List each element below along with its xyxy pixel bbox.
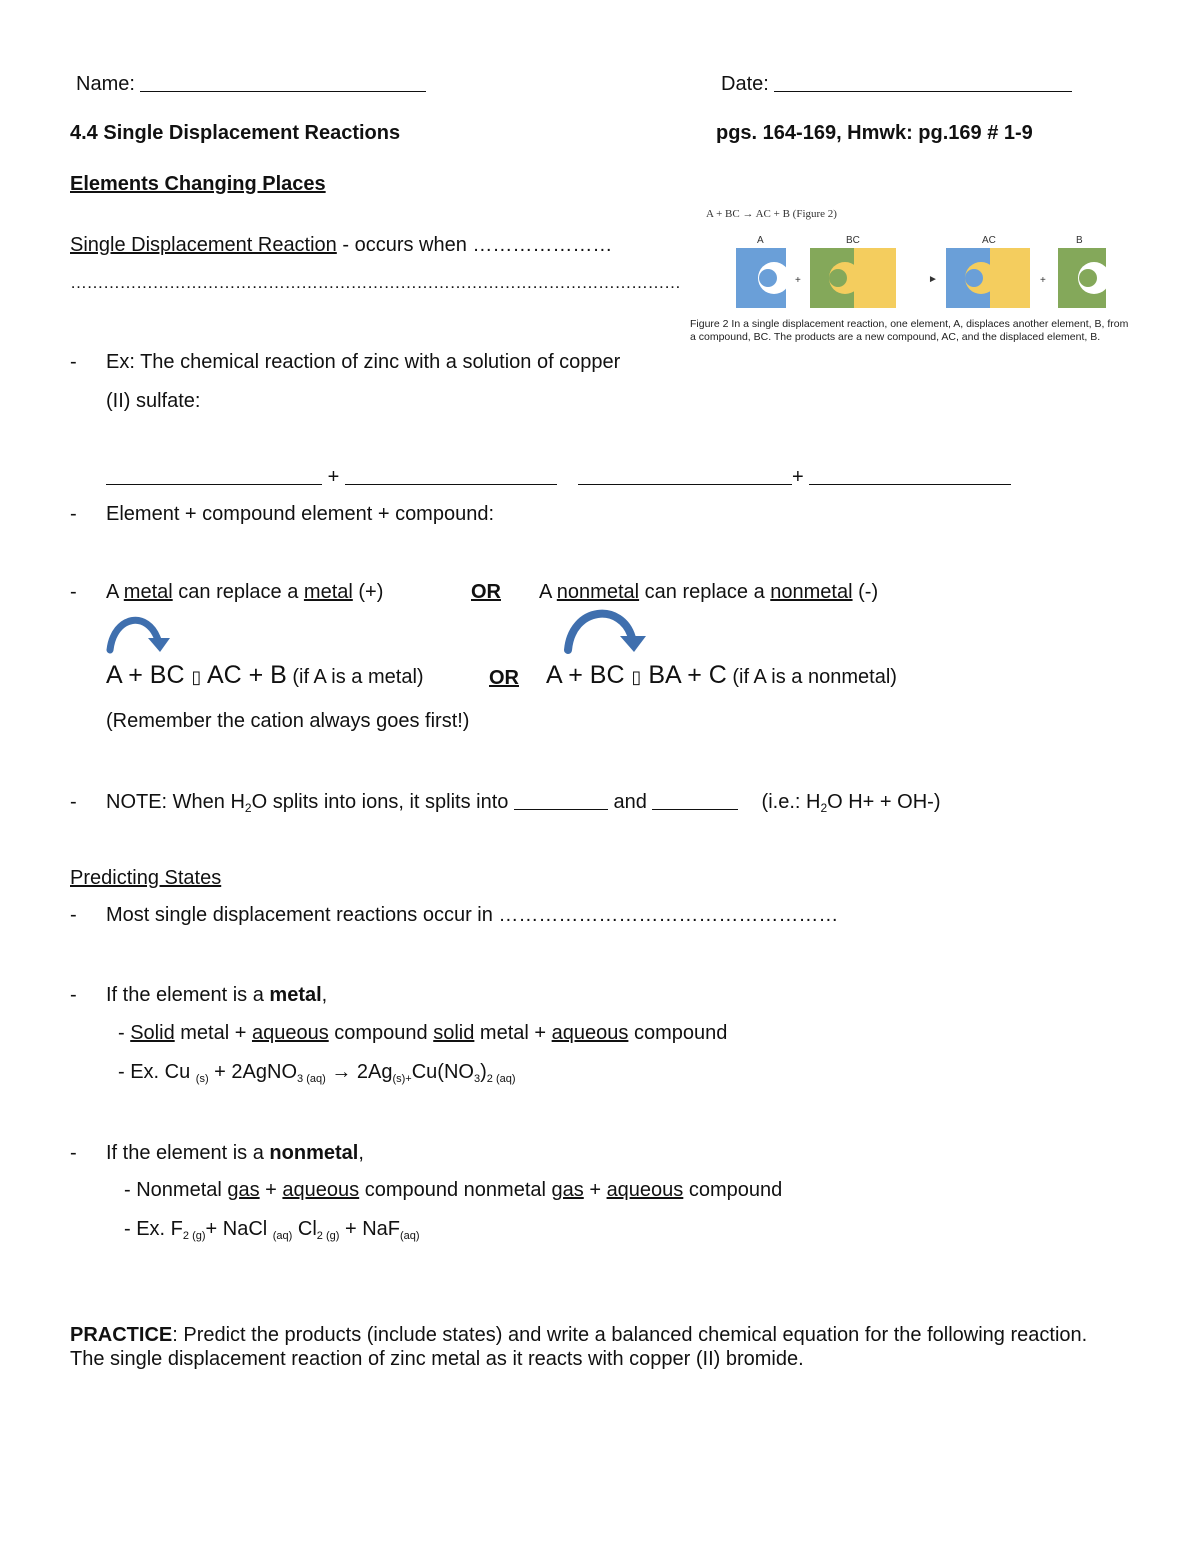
section-heading: Elements Changing Places bbox=[70, 173, 326, 195]
reactant-blank-2[interactable] bbox=[345, 466, 557, 485]
ion-blank-1[interactable] bbox=[514, 791, 608, 810]
fig-arrow-icon: ► bbox=[928, 274, 938, 285]
dash-6: - bbox=[70, 984, 77, 1006]
name-label: Name: bbox=[76, 73, 135, 95]
dash-1: - bbox=[70, 351, 77, 373]
example-line-1: Ex: The chemical reaction of zinc with a solution of copper bbox=[106, 351, 621, 373]
piece-B-icon bbox=[1058, 248, 1110, 308]
missing-glyph-box-icon: ▯ bbox=[191, 667, 202, 687]
puzzle-diagram bbox=[690, 208, 1130, 318]
nonmetal-example: - Ex. $F_{2 (g)}+$ NaCl $_{(aq)}$ $Cl_2$ $_{(g)}$ + NaF$_{(aq)}$ bbox=[124, 1218, 420, 1242]
label-AC: AC bbox=[982, 235, 996, 246]
nonmetal-rule: - Nonmetal gas + aqueous compound nonmetal gas + aqueous compound bbox=[124, 1179, 783, 1201]
remember-note: (Remember the cation always goes first!) bbox=[106, 710, 470, 732]
date-blank[interactable] bbox=[774, 73, 1072, 92]
reactant-blank-1[interactable] bbox=[106, 466, 322, 485]
dash-5: - bbox=[70, 904, 77, 926]
metal-word-1: metal bbox=[123, 581, 173, 603]
figure-2 bbox=[690, 208, 1130, 348]
dash-2: - bbox=[70, 503, 77, 525]
name-blank[interactable] bbox=[140, 73, 426, 92]
definition-dots: ………………………………………………………………………………………………… bbox=[70, 273, 681, 292]
plus-2: + bbox=[791, 466, 804, 488]
states-most: Most single displacement reactions occur in …………………………………………… bbox=[106, 904, 839, 926]
blank-equation[interactable] bbox=[106, 465, 1011, 489]
nonmetal-bold: nonmetal bbox=[269, 1142, 359, 1164]
term-single-displacement: Single Displacement Reaction bbox=[70, 234, 337, 256]
dash-3: - bbox=[70, 581, 77, 603]
nonmetal-intro: If the element is a nonmetal, bbox=[106, 1142, 364, 1164]
page-title: 4.4 Single Displacement Reactions bbox=[70, 122, 401, 144]
or-label-2: OR bbox=[489, 667, 519, 689]
label-B: B bbox=[1076, 235, 1083, 246]
water-note: NOTE: When $H_2O$ splits into ions, it splits into and (i.e.: $H_2O$ H+ + OH-) bbox=[106, 791, 941, 815]
date-field[interactable] bbox=[721, 72, 1072, 96]
or-label-1: OR bbox=[471, 581, 501, 603]
plus-1: + bbox=[327, 466, 340, 488]
states-heading: Predicting States bbox=[70, 867, 222, 889]
figure-equation: A + BC → AC + B (Figure 2) bbox=[706, 208, 837, 220]
metal-replace-line: A metal can replace a metal (+) bbox=[106, 581, 384, 603]
general-equation: Element + compound element + compound: bbox=[106, 503, 495, 525]
fig-plus-1: + bbox=[795, 275, 801, 286]
example-line-2: (II) sulfate: bbox=[106, 390, 201, 412]
piece-AC-icon bbox=[946, 248, 1030, 308]
practice-text: : Predict the products (include states) and write a balanced chemical equation for the following reaction. The single displacement reaction of zinc metal as it reacts with copper (II) bromide. bbox=[70, 1324, 1088, 1370]
nonmetal-word-2: nonmetal bbox=[770, 581, 853, 603]
dash-7: - bbox=[70, 1142, 77, 1164]
practice-paragraph bbox=[70, 1323, 1090, 1371]
product-blank-2[interactable] bbox=[809, 466, 1011, 485]
dash-4: - bbox=[70, 791, 77, 813]
ion-blank-2[interactable] bbox=[652, 791, 738, 810]
metal-intro: If the element is a metal, bbox=[106, 984, 328, 1006]
metal-rule: - Solid metal + aqueous compound solid metal + aqueous compound bbox=[118, 1022, 728, 1044]
curved-arrow-metal-icon bbox=[100, 610, 180, 655]
nonmetal-word-1: nonmetal bbox=[556, 581, 640, 603]
practice-label: PRACTICE bbox=[70, 1324, 173, 1346]
piece-A-icon bbox=[736, 248, 790, 308]
name-field[interactable] bbox=[76, 72, 426, 96]
date-label: Date: bbox=[721, 73, 769, 95]
nonmetal-replace-line: A nonmetal can replace a nonmetal (-) bbox=[539, 581, 879, 603]
label-A: A bbox=[757, 235, 764, 246]
piece-BC-icon bbox=[810, 248, 896, 308]
missing-glyph-box-icon: ▯ bbox=[631, 667, 642, 687]
metal-bold: metal bbox=[269, 984, 322, 1006]
metal-formula: A + BC ▯ AC + B (if A is a metal) bbox=[106, 661, 424, 689]
figure-caption: Figure 2 In a single displacement reaction, one element, A, displaces another element, B, from a compound, BC. The products are a new compound, AC, and the displaced element, B. bbox=[690, 318, 1129, 344]
curved-arrow-nonmetal-icon bbox=[558, 604, 654, 654]
definition-line bbox=[70, 233, 612, 257]
product-blank-1[interactable] bbox=[578, 466, 792, 485]
definition-start: - occurs when ………………… bbox=[336, 234, 613, 256]
metal-example: - Ex. Cu $_{(s)}$ + 2AgNO$_3$ $_{(aq)} \to 2Ag_{(s)+}Cu(NO_3)_{2 (aq)}$ bbox=[118, 1061, 516, 1085]
fig-plus-2: + bbox=[1040, 275, 1046, 286]
pages-homework: pgs. 164-169, Hmwk: pg.169 # 1-9 bbox=[716, 122, 1033, 144]
label-BC: BC bbox=[846, 235, 860, 246]
nonmetal-formula: A + BC ▯ BA + C (if A is a nonmetal) bbox=[546, 661, 897, 689]
metal-word-2: metal bbox=[303, 581, 353, 603]
